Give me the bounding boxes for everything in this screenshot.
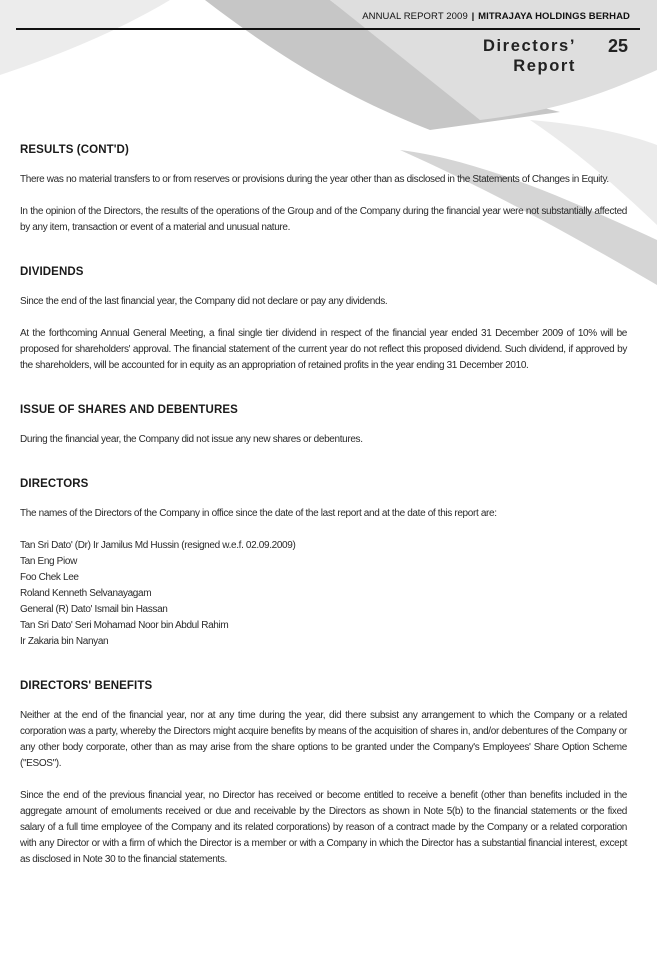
dividends-paragraph-1: Since the end of the last financial year, the Company did not declare or pay any dividends. <box>20 296 388 307</box>
page-number: 25 <box>607 36 628 56</box>
header-separator: | <box>471 11 475 22</box>
directors-list <box>20 538 627 650</box>
director-name: Foo Chek Lee <box>20 572 79 583</box>
director-name: General (R) Dato' Ismail bin Hassan <box>20 604 168 615</box>
section-title-line2: Report <box>513 57 576 75</box>
director-name: Roland Kenneth Selvanayagam <box>20 588 152 599</box>
director-name: Tan Sri Dato' (Dr) Ir Jamilus Md Hussin (resigned w.e.f. 02.09.2009) <box>20 540 296 551</box>
directors-paragraph: The names of the Directors of the Company in office since the date of the last report and at the date of this report are: <box>20 508 497 519</box>
issue-shares-paragraph: During the financial year, the Company did not issue any new shares or debentures. <box>20 434 363 445</box>
report-label: ANNUAL REPORT 2009 <box>362 11 468 22</box>
benefits-paragraph-1: Neither at the end of the financial year, nor at any time during the year, did there subsist any arrangement to which the Company or a related corporation was a party, whereby the Directors might acquire benefits by means of the acquisition of shares in, and/or debentures of the Company or any other body corporate, other than as may arise from the share options to be granted under the Company's Employees' Share Option Scheme ("ESOS"). <box>20 710 627 769</box>
benefits-paragraph-2: Since the end of the previous financial year, no Director has received or become entitled to receive a benefit (other than benefits included in the aggregate amount of emoluments received or due and receivable by the Directors as shown in Note 5(b) to the financial statements or the fixed salary of a full time employee of the Company and its related corporations) by reason of a contract made by the Company or a related corporation with any Director or with a firm of which the Director is a member or with a Company in which the Director has a substantial financial interest, except as disclosed in Note 30 to the financial statements. <box>20 790 627 865</box>
results-paragraph-2: In the opinion of the Directors, the results of the operations of the Group and of the Company during the financial year were not substantially affected by any item, transaction or event of a material and unusual nature. <box>20 206 627 233</box>
section-title <box>483 36 576 76</box>
issue-shares-heading: ISSUE OF SHARES AND DEBENTURES <box>20 404 238 416</box>
header-rule <box>16 28 640 30</box>
dividends-heading: DIVIDENDS <box>20 266 84 278</box>
directors-benefits-heading: DIRECTORS' BENEFITS <box>20 680 153 692</box>
director-name: Ir Zakaria bin Nanyan <box>20 636 109 647</box>
results-paragraph-1: There was no material transfers to or from reserves or provisions during the year other than as disclosed in the Statements of Changes in Equity. <box>20 174 609 185</box>
document-body <box>20 143 627 884</box>
company-name: MITRAJAYA HOLDINGS BERHAD <box>478 11 630 22</box>
director-name: Tan Sri Dato' Seri Mohamad Noor bin Abdul Rahim <box>20 620 229 631</box>
section-title-line1: Directors’ <box>482 37 576 55</box>
directors-heading: DIRECTORS <box>20 478 89 490</box>
swoosh-light-top-left <box>0 0 170 75</box>
results-heading: RESULTS (CONT'D) <box>20 144 129 156</box>
director-name: Tan Eng Piow <box>20 556 77 567</box>
dividends-paragraph-2: At the forthcoming Annual General Meeting, a final single tier dividend in respect of the financial year ended 31 December 2009 of 10% will be proposed for shareholders' approval. The financial statement of the current year do not reflect this proposed dividend. Such dividend, if approved by the shareholders, will be accounted for in equity as an appropriation of retained profits in the year ending 31 December 2010. <box>20 328 627 371</box>
running-header <box>362 11 630 22</box>
